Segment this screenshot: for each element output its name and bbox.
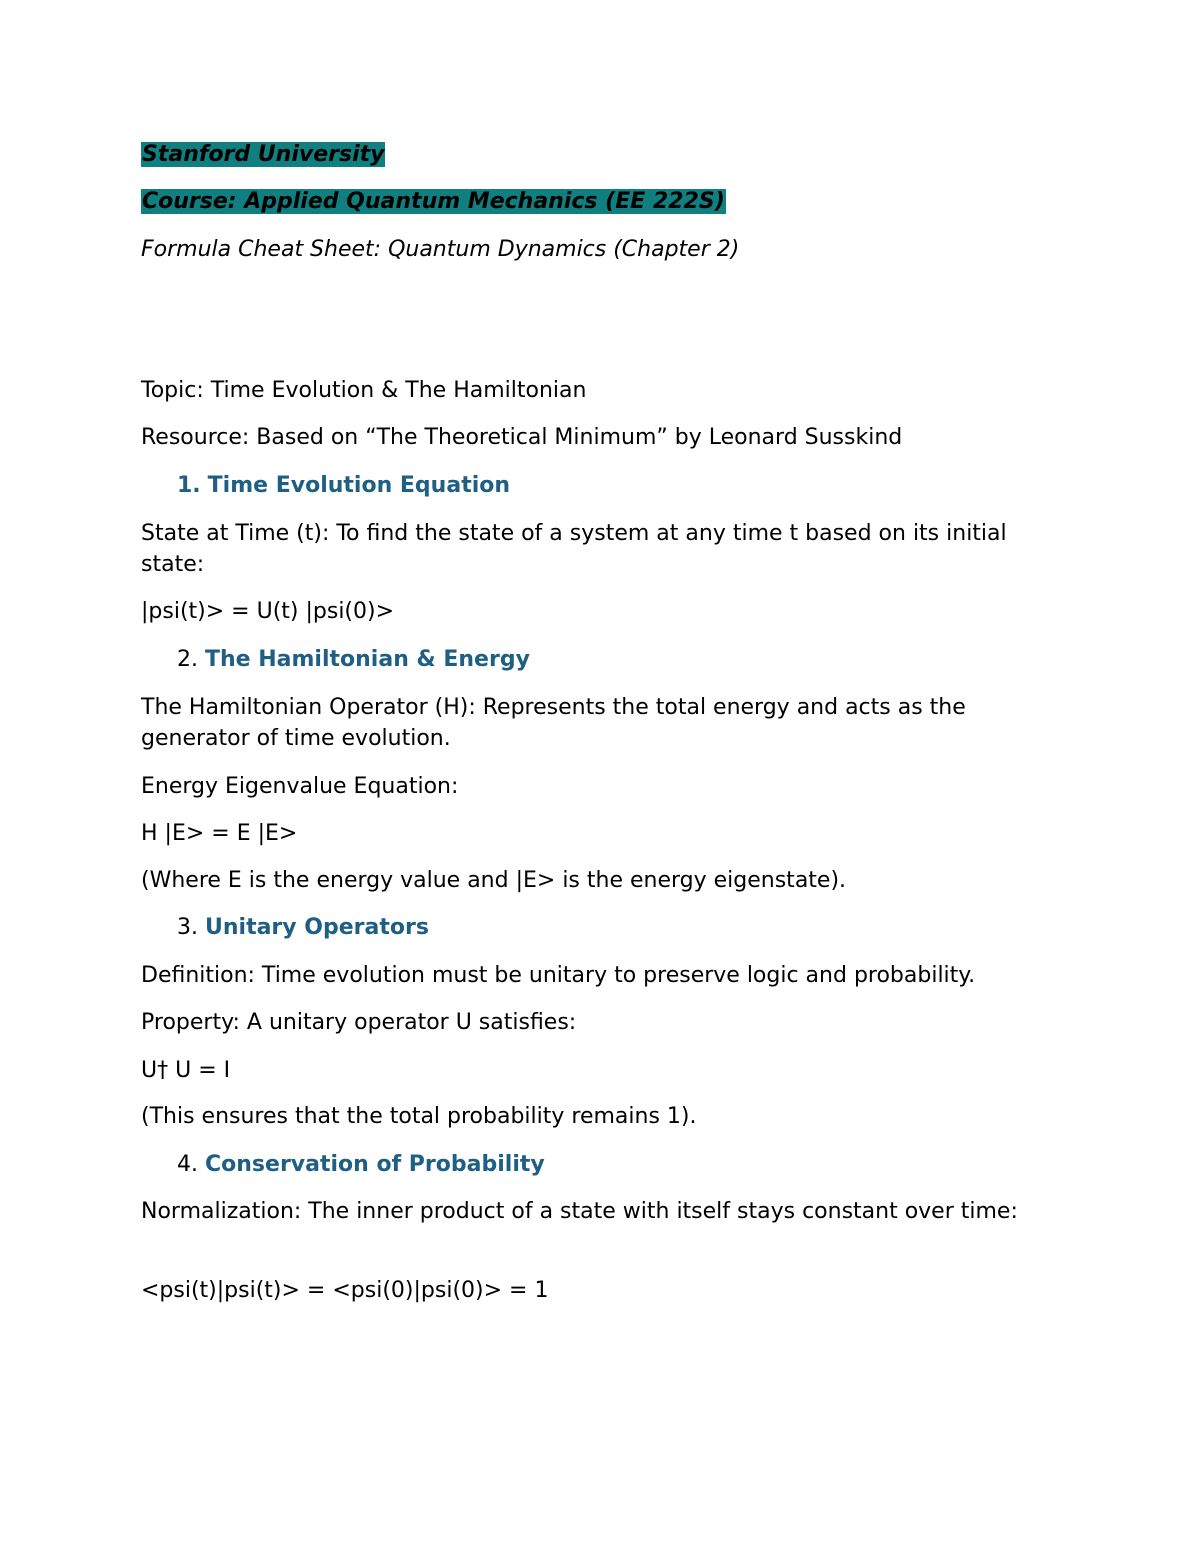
institution-line [141, 139, 385, 170]
section-number: 3. [177, 915, 198, 940]
section-number: 4. [177, 1152, 198, 1177]
course-line [141, 186, 726, 217]
section-2-label: Energy Eigenvalue Equation: [141, 774, 459, 799]
section-3-definition: Definition: Time evolution must be unitary to preserve logic and probability. [141, 963, 976, 988]
section-1-formula: |psi(t)> = U(t) |psi(0)> [141, 599, 395, 624]
resource-line: Resource: Based on “The Theoretical Minimum” by Leonard Susskind [141, 425, 903, 450]
section-1-paragraph: State at Time (t): To find the state of a system at any time t based on its initial state: [141, 521, 1007, 577]
document-subtitle: Formula Cheat Sheet: Quantum Dynamics (Chapter 2) [141, 237, 740, 262]
section-number: 1. [177, 473, 201, 498]
section-heading-4 [177, 1149, 545, 1180]
section-title: The Hamiltonian & Energy [205, 647, 530, 672]
section-number: 2. [177, 647, 198, 672]
section-title: Time Evolution Equation [207, 473, 511, 498]
section-2-formula: H |E> = E |E> [141, 821, 298, 846]
section-3-formula: U† U = I [141, 1058, 231, 1083]
section-3-note: (This ensures that the total probability remains 1). [141, 1104, 697, 1129]
section-heading-1 [177, 470, 510, 501]
section-heading-3 [177, 912, 429, 943]
section-2-paragraph: The Hamiltonian Operator (H): Represents the total energy and acts as the generator of time evolution. [141, 695, 966, 751]
course-title: Course: Applied Quantum Mechanics (EE 222S) [142, 189, 725, 214]
topic-line: Topic: Time Evolution & The Hamiltonian [141, 378, 587, 403]
section-title: Unitary Operators [205, 915, 429, 940]
institution-name: Stanford University [142, 142, 385, 167]
section-4-paragraph: Normalization: The inner product of a state with itself stays constant over time: [141, 1199, 1018, 1224]
section-3-property: Property: A unitary operator U satisfies: [141, 1010, 577, 1035]
section-4-formula: <psi(t)|psi(t)> = <psi(0)|psi(0)> = 1 [141, 1278, 549, 1303]
section-2-note: (Where E is the energy value and |E> is the energy eigenstate). [141, 868, 847, 893]
section-title: Conservation of Probability [205, 1152, 545, 1177]
section-heading-2 [177, 644, 530, 675]
